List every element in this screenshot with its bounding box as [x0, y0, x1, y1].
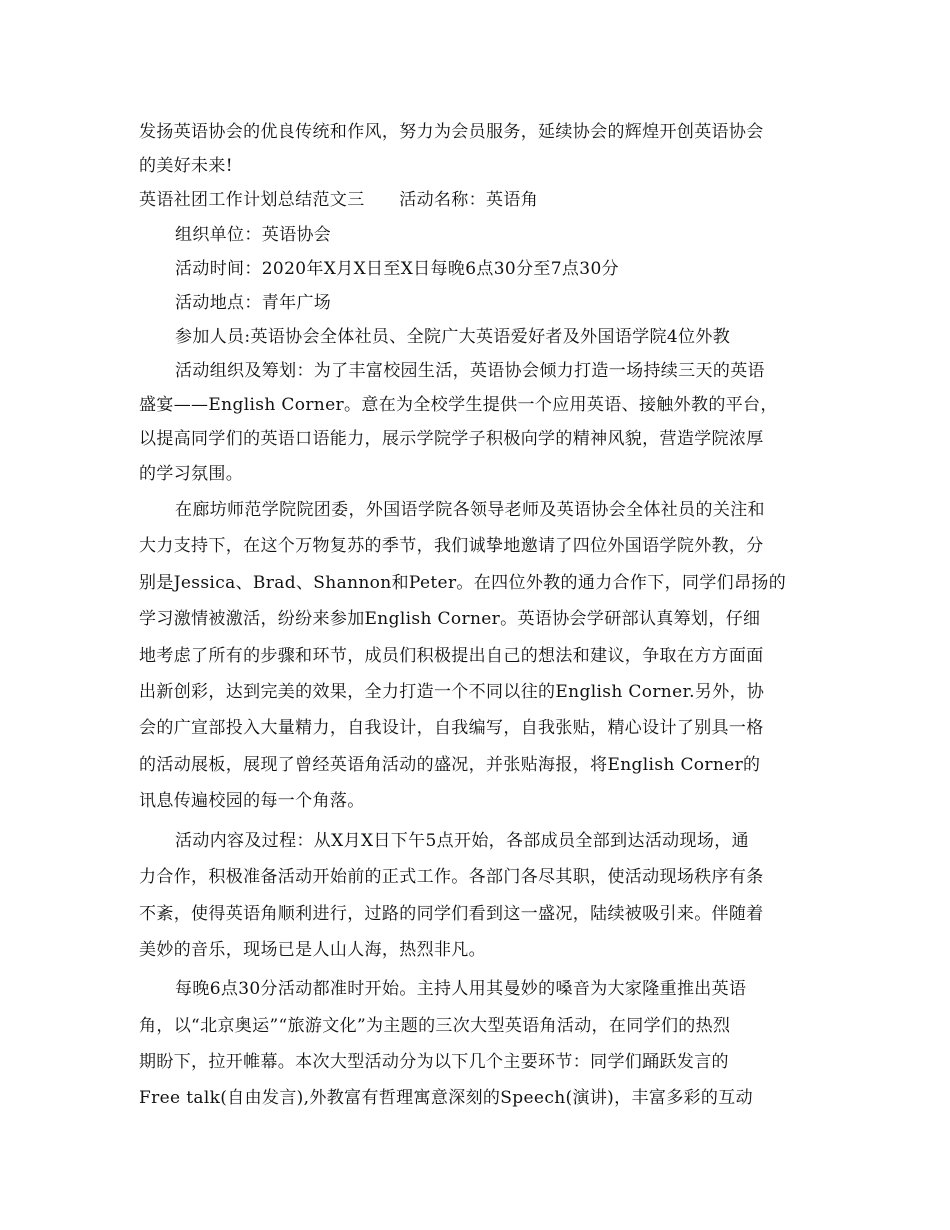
text-line: 期盼下，拉开帷幕。本次大型活动分为以下几个主要环节：同学们踊跃发言的	[139, 1052, 729, 1072]
text-line: 以提高同学们的英语口语能力，展示学院学子积极向学的精神风貌，营造学院浓厚	[139, 429, 764, 449]
text-line: 会的广宣部投入大量精力，自我设计，自我编写，自我张贴，精心设计了别具一格	[139, 718, 764, 738]
text-line: 的活动展板，展现了曾经英语角活动的盛况，并张贴海报，将English Corner的	[139, 755, 761, 775]
text-line: 力合作，积极准备活动开始前的正式工作。各部门各尽其职，使活动现场秩序有条	[139, 867, 764, 887]
text-line: 不紊，使得英语角顺利进行，过路的同学们看到这一盛况，陆续被吸引来。伴随着	[139, 904, 764, 924]
text-line: 盛宴——English Corner。意在为全校学生提供一个应用英语、接触外教的平台，	[139, 395, 778, 415]
text-line: 活动时间：2020年X月X日至X日每晚6点30分至7点30分	[175, 259, 619, 279]
text-line: 在廊坊师范学院院团委，外国语学院各领导老师及英语协会全体社员的关注和	[175, 500, 765, 520]
text-line: Free talk(自由发言),外教富有哲理寓意深刻的Speech(演讲)，丰富多彩的互动	[139, 1088, 753, 1108]
text-line: 美妙的音乐，现场已是人山人海，热烈非凡。	[139, 940, 486, 960]
text-line: 活动内容及过程：从X月X日下午5点开始，各部成员全部到达活动现场，通	[175, 831, 749, 851]
section-title-line: 英语社团工作计划总结范文三 活动名称：英语角	[139, 190, 539, 210]
text-line: 学习激情被激活，纷纷来参加English Corner。英语协会学研部认真筹划，仔细	[139, 609, 761, 629]
text-line: 角，以“北京奥运”“旅游文化”为主题的三次大型英语角活动，在同学们的热烈	[139, 1016, 731, 1036]
text-line: 的学习氛围。	[139, 464, 244, 484]
text-line: 组织单位：英语协会	[175, 225, 332, 245]
text-line: 大力支持下，在这个万物复苏的季节，我们诚挚地邀请了四位外国语学院外教，分	[139, 536, 764, 556]
text-line: 参加人员:英语协会全体社员、全院广大英语爱好者及外国语学院4位外教	[175, 327, 731, 347]
text-line: 讯息传遍校园的每一个角落。	[139, 791, 365, 811]
text-line: 活动地点：青年广场	[175, 293, 332, 313]
text-line: 每晚6点30分活动都准时开始。主持人用其曼妙的嗓音为大家隆重推出英语	[175, 979, 747, 999]
text-line: 的美好未来!	[139, 156, 233, 176]
text-line: 活动组织及筹划：为了丰富校园生活，英语协会倾力打造一场持续三天的英语	[175, 361, 765, 381]
text-line: 别是Jessica、Brad、Shannon和Peter。在四位外教的通力合作下，同学们昂扬的	[139, 573, 787, 593]
text-line: 出新创彩，达到完美的效果，全力打造一个不同以往的English Corner.另外，协	[139, 682, 765, 702]
text-line: 地考虑了所有的步骤和环节，成员们积极提出自己的想法和建议，争取在方方面面	[139, 646, 764, 666]
text-line: 发扬英语协会的优良传统和作风，努力为会员服务，延续协会的辉煌开创英语协会	[139, 122, 764, 142]
